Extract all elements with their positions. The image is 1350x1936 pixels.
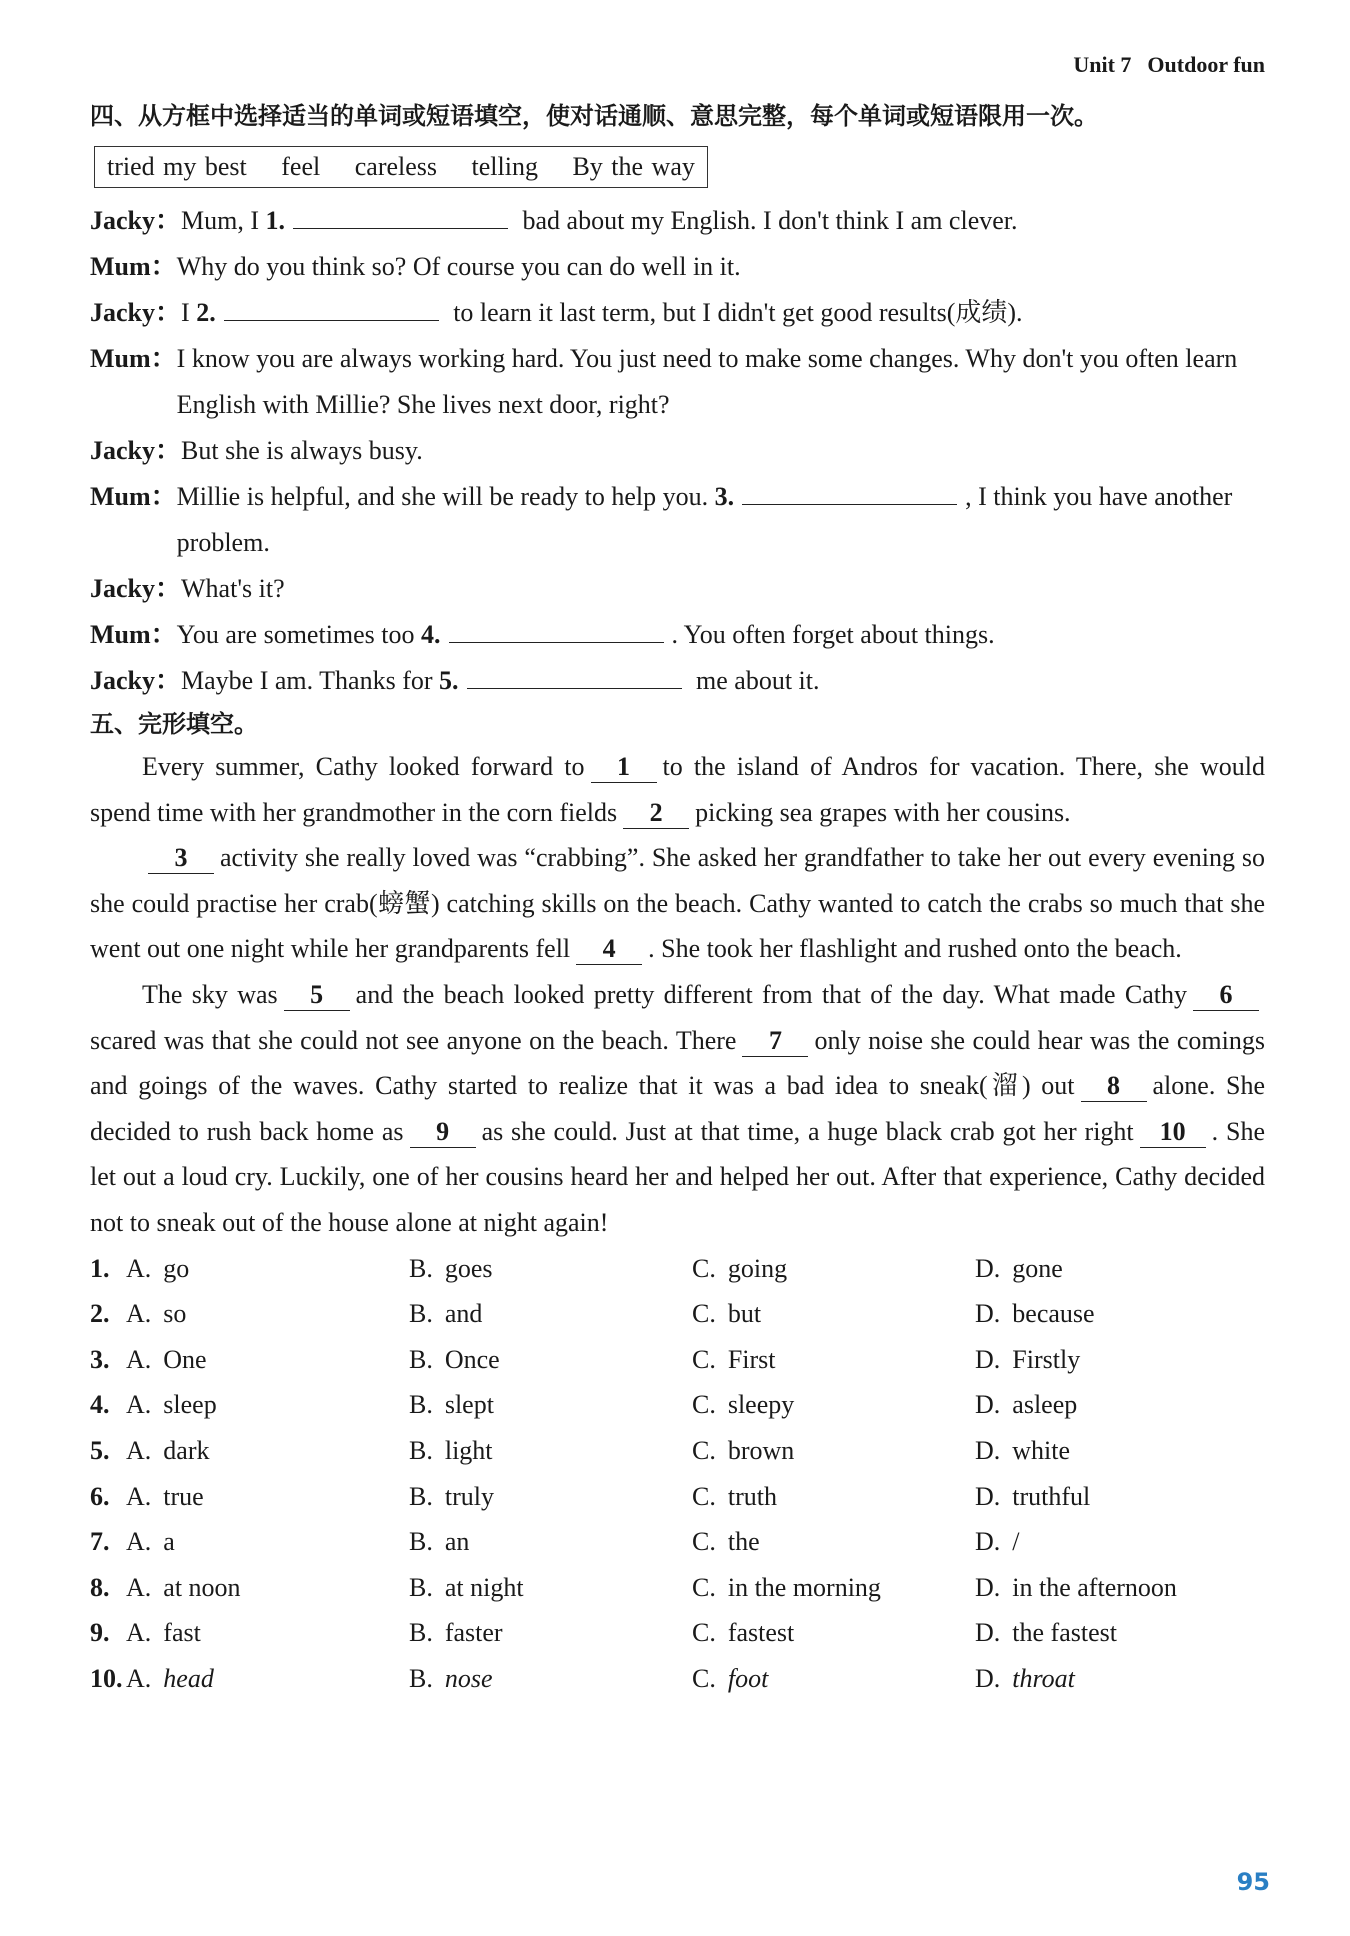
option-row bbox=[90, 1382, 1265, 1428]
option-text: foot bbox=[727, 1663, 769, 1693]
option-text: nose bbox=[444, 1663, 493, 1693]
option-letter: B. bbox=[409, 1435, 433, 1465]
option-row bbox=[90, 1428, 1265, 1474]
dialogue-line bbox=[90, 198, 1265, 244]
option-text: so bbox=[163, 1299, 187, 1329]
option-choice-b[interactable] bbox=[409, 1656, 692, 1702]
option-text: truth bbox=[727, 1481, 777, 1511]
passage-text: . She took her flashlight and rushed onto the beach. bbox=[648, 934, 1182, 964]
option-choice-a[interactable] bbox=[126, 1656, 409, 1702]
cloze-blank[interactable]: 7 bbox=[742, 1026, 808, 1057]
option-text: the bbox=[727, 1527, 760, 1557]
option-letter: A. bbox=[126, 1481, 152, 1511]
speaker: Mum： bbox=[90, 344, 177, 373]
passage-text: to the island of Andros for vacation. There, she would spend time with her grandmother in the corn fields bbox=[90, 752, 1266, 827]
option-letter: A. bbox=[126, 1299, 152, 1329]
passage-text: only noise she could hear was the comings and goings of the waves. Cathy started to realize that it was a bad idea to sneak(溜) out bbox=[90, 1025, 1265, 1101]
dialogue-line bbox=[90, 658, 1265, 704]
option-letter: C. bbox=[692, 1435, 716, 1465]
option-choice-d[interactable] bbox=[975, 1565, 1255, 1611]
option-row bbox=[90, 1656, 1265, 1702]
option-choice-a[interactable] bbox=[126, 1246, 409, 1292]
option-text: white bbox=[1012, 1435, 1071, 1465]
option-choice-a[interactable] bbox=[126, 1428, 409, 1474]
speech-text: Maybe I am. Thanks for bbox=[181, 666, 440, 695]
cloze-paragraph bbox=[90, 835, 1265, 972]
cloze-blank[interactable]: 8 bbox=[1081, 1071, 1147, 1102]
word-option: feel bbox=[281, 152, 321, 181]
option-text: go bbox=[163, 1253, 190, 1283]
option-choice-a[interactable] bbox=[126, 1337, 409, 1383]
cloze-blank[interactable]: 2 bbox=[623, 798, 689, 829]
cloze-blank[interactable]: 5 bbox=[284, 980, 350, 1011]
cloze-paragraph bbox=[90, 744, 1265, 835]
option-choice-b[interactable] bbox=[409, 1519, 692, 1565]
option-text: gone bbox=[1012, 1253, 1063, 1283]
option-choice-b[interactable] bbox=[409, 1291, 692, 1337]
option-letter: D. bbox=[975, 1299, 1001, 1329]
header-unit: Unit 7 bbox=[1073, 52, 1132, 77]
speech-text: But she is always busy. bbox=[181, 436, 423, 465]
option-choice-c[interactable] bbox=[692, 1246, 975, 1292]
option-choice-a[interactable] bbox=[126, 1382, 409, 1428]
question-number: 5. bbox=[90, 1435, 110, 1465]
cloze-blank[interactable]: 3 bbox=[148, 843, 214, 874]
word-option: tried my best bbox=[107, 152, 247, 181]
option-letter: A. bbox=[126, 1527, 152, 1557]
option-text: One bbox=[163, 1344, 207, 1374]
option-choice-c[interactable] bbox=[692, 1474, 975, 1520]
speech-text: bad about my English. I don't think I am clever. bbox=[516, 206, 1018, 235]
dialogue-line bbox=[90, 336, 1265, 428]
option-choice-c[interactable] bbox=[692, 1428, 975, 1474]
cloze-blank[interactable]: 4 bbox=[576, 934, 642, 965]
option-letter: C. bbox=[692, 1344, 716, 1374]
option-letter: D. bbox=[975, 1344, 1001, 1374]
passage-text: picking sea grapes with her cousins. bbox=[695, 797, 1071, 827]
option-letter: A. bbox=[126, 1435, 152, 1465]
header-topic: Outdoor fun bbox=[1147, 52, 1265, 77]
option-letter: A. bbox=[126, 1390, 152, 1420]
passage-text: The sky was bbox=[142, 979, 278, 1009]
option-choice-a[interactable] bbox=[126, 1565, 409, 1611]
question-number: 7. bbox=[90, 1527, 110, 1557]
speech-text: I know you are always working hard. You just need to make some changes. Why don't you often learn English with Millie? She lives next door, right? bbox=[176, 344, 1238, 419]
option-choice-d[interactable] bbox=[975, 1337, 1255, 1383]
option-text: throat bbox=[1012, 1663, 1075, 1693]
question-number: 6. bbox=[90, 1481, 110, 1511]
option-letter: C. bbox=[692, 1299, 716, 1329]
answer-options bbox=[90, 1246, 1265, 1702]
option-text: an bbox=[444, 1527, 470, 1557]
option-choice-d[interactable] bbox=[975, 1656, 1255, 1702]
option-choice-d[interactable] bbox=[975, 1291, 1255, 1337]
speech-text: You are sometimes too bbox=[176, 620, 422, 649]
option-choice-b[interactable] bbox=[409, 1246, 692, 1292]
cloze-blank[interactable]: 6 bbox=[1193, 980, 1259, 1011]
option-choice-b[interactable] bbox=[409, 1610, 692, 1656]
option-choice-d[interactable] bbox=[975, 1474, 1255, 1520]
passage-text: . She let out a loud cry. Luckily, one of her cousins heard her and helped her out. After that experience, Cathy decided not to sneak out of the house alone at night again! bbox=[90, 1116, 1265, 1237]
speech-text: Why do you think so? Of course you can do well in it. bbox=[176, 252, 741, 281]
passage-text: activity she really loved was “crabbing”. She asked her grandfather to take her out every evening so she could practise her crab(螃蟹) catching skills on the beach. Cathy wanted to catch the crabs so much that she went out one night while her grandparents fell bbox=[90, 843, 1265, 964]
option-text: asleep bbox=[1012, 1390, 1078, 1420]
speaker: Jacky： bbox=[90, 666, 182, 695]
option-row bbox=[90, 1565, 1265, 1611]
option-letter: B. bbox=[409, 1253, 433, 1283]
option-choice-c[interactable] bbox=[692, 1519, 975, 1565]
option-text: in the morning bbox=[727, 1572, 881, 1602]
option-choice-c[interactable] bbox=[692, 1610, 975, 1656]
option-choice-a[interactable] bbox=[126, 1519, 409, 1565]
option-letter: B. bbox=[409, 1572, 433, 1602]
passage-text: as she could. Just at that time, a huge black crab got her right bbox=[481, 1116, 1134, 1146]
speech bbox=[181, 198, 1265, 244]
option-text: but bbox=[727, 1299, 762, 1329]
option-letter: D. bbox=[975, 1435, 1001, 1465]
option-choice-a[interactable] bbox=[126, 1291, 409, 1337]
option-choice-d[interactable] bbox=[975, 1382, 1255, 1428]
option-row bbox=[90, 1519, 1265, 1565]
option-letter: D. bbox=[975, 1390, 1001, 1420]
option-letter: A. bbox=[126, 1618, 152, 1648]
speaker: Jacky： bbox=[90, 298, 182, 327]
speech-text: Mum, I bbox=[181, 206, 266, 235]
speaker: Mum： bbox=[90, 620, 177, 649]
passage-text: scared was that she could not see anyone on the beach. There bbox=[90, 1025, 737, 1055]
dialogue-line bbox=[90, 612, 1265, 658]
option-letter: D. bbox=[975, 1618, 1001, 1648]
option-text: light bbox=[444, 1435, 493, 1465]
word-box bbox=[94, 146, 708, 188]
speech-text: to learn it last term, but I didn't get good results(成绩). bbox=[446, 298, 1023, 327]
question-number: 4. bbox=[90, 1390, 110, 1420]
option-choice-c[interactable] bbox=[692, 1291, 975, 1337]
option-letter: C. bbox=[692, 1253, 716, 1283]
option-letter: B. bbox=[409, 1527, 433, 1557]
answer-blank[interactable] bbox=[293, 202, 508, 229]
blank-number: 3. bbox=[714, 482, 735, 511]
running-header bbox=[1073, 52, 1265, 78]
word-option: telling bbox=[471, 152, 538, 181]
speaker: Mum： bbox=[90, 252, 177, 281]
option-text: a bbox=[163, 1527, 175, 1557]
option-letter: C. bbox=[692, 1481, 716, 1511]
speech bbox=[181, 290, 1265, 336]
blank-number: 5. bbox=[439, 666, 459, 695]
answer-blank[interactable] bbox=[742, 478, 957, 505]
option-text: brown bbox=[727, 1435, 795, 1465]
option-letter: B. bbox=[409, 1390, 433, 1420]
dialogue bbox=[90, 198, 1265, 704]
cloze-blank[interactable]: 1 bbox=[591, 752, 657, 783]
option-text: truly bbox=[444, 1481, 494, 1511]
option-letter: D. bbox=[975, 1572, 1001, 1602]
blank-number: 1. bbox=[265, 206, 286, 235]
dialogue-line bbox=[90, 474, 1265, 566]
dialogue-line bbox=[90, 428, 1265, 474]
option-text: Once bbox=[444, 1344, 500, 1374]
dialogue-line bbox=[90, 244, 1265, 290]
question-number: 9. bbox=[90, 1618, 110, 1648]
option-choice-d[interactable] bbox=[975, 1246, 1255, 1292]
answer-blank[interactable] bbox=[224, 294, 439, 321]
option-letter: B. bbox=[409, 1481, 433, 1511]
option-letter: C. bbox=[692, 1527, 716, 1557]
option-text: and bbox=[444, 1299, 483, 1329]
speech bbox=[177, 612, 1265, 658]
answer-blank[interactable] bbox=[449, 616, 664, 643]
passage-text: alone. She decided to rush back home as bbox=[90, 1071, 1265, 1146]
option-text: / bbox=[1012, 1527, 1020, 1557]
section5-title: 五、完形填空。 bbox=[90, 710, 258, 738]
speaker: Jacky： bbox=[90, 436, 182, 465]
option-text: at noon bbox=[163, 1572, 241, 1602]
speaker: Jacky： bbox=[90, 574, 182, 603]
option-row bbox=[90, 1337, 1265, 1383]
option-choice-b[interactable] bbox=[409, 1428, 692, 1474]
option-text: dark bbox=[163, 1435, 210, 1465]
answer-blank[interactable] bbox=[467, 662, 682, 689]
option-letter: C. bbox=[692, 1663, 716, 1693]
option-letter: D. bbox=[975, 1663, 1001, 1693]
speech-text: . You often forget about things. bbox=[671, 620, 995, 649]
option-choice-c[interactable] bbox=[692, 1382, 975, 1428]
question-number: 3. bbox=[90, 1344, 110, 1374]
option-text: Firstly bbox=[1012, 1344, 1081, 1374]
speech bbox=[177, 474, 1265, 566]
option-letter: D. bbox=[975, 1527, 1001, 1557]
option-letter: A. bbox=[126, 1344, 152, 1374]
cloze-paragraph bbox=[90, 972, 1265, 1246]
option-choice-b[interactable] bbox=[409, 1382, 692, 1428]
option-letter: D. bbox=[975, 1481, 1001, 1511]
option-text: sleepy bbox=[727, 1390, 795, 1420]
option-choice-a[interactable] bbox=[126, 1610, 409, 1656]
option-letter: B. bbox=[409, 1344, 433, 1374]
option-text: goes bbox=[444, 1253, 493, 1283]
speech-text: , I think you have another problem. bbox=[176, 482, 1233, 557]
passage-text: Every summer, Cathy looked forward to bbox=[142, 752, 585, 781]
passage-text: and the beach looked pretty different from that of the day. What made Cathy bbox=[355, 979, 1187, 1009]
option-text: slept bbox=[444, 1390, 494, 1420]
option-letter: A. bbox=[126, 1253, 152, 1283]
option-row bbox=[90, 1291, 1265, 1337]
cloze-blank[interactable]: 10 bbox=[1140, 1117, 1206, 1148]
option-text: in the afternoon bbox=[1012, 1572, 1177, 1602]
question-number: 1. bbox=[90, 1253, 110, 1283]
option-letter: A. bbox=[126, 1572, 152, 1602]
blank-number: 2. bbox=[196, 298, 216, 327]
option-letter: B. bbox=[409, 1299, 433, 1329]
option-choice-d[interactable] bbox=[975, 1519, 1255, 1565]
option-text: First bbox=[727, 1344, 776, 1374]
option-choice-b[interactable] bbox=[409, 1337, 692, 1383]
option-text: head bbox=[163, 1663, 214, 1693]
dialogue-line bbox=[90, 290, 1265, 336]
main-content bbox=[90, 96, 1265, 1701]
cloze-blank[interactable]: 9 bbox=[410, 1117, 476, 1148]
option-row bbox=[90, 1610, 1265, 1656]
option-choice-b[interactable] bbox=[409, 1474, 692, 1520]
option-text: true bbox=[163, 1481, 204, 1511]
option-letter: C. bbox=[692, 1618, 716, 1648]
section4-title: 四、从方框中选择适当的单词或短语填空，使对话通顺、意思完整，每个单词或短语限用一次。 bbox=[90, 102, 1098, 130]
blank-number: 4. bbox=[421, 620, 441, 649]
option-text: fast bbox=[163, 1618, 201, 1648]
option-row bbox=[90, 1474, 1265, 1520]
option-text: truthful bbox=[1012, 1481, 1091, 1511]
option-letter: B. bbox=[409, 1663, 433, 1693]
speech bbox=[181, 658, 1265, 704]
question-number: 10. bbox=[90, 1663, 123, 1693]
speech-text: me about it. bbox=[689, 666, 820, 695]
option-choice-b[interactable] bbox=[409, 1565, 692, 1611]
option-text: because bbox=[1012, 1299, 1095, 1329]
speech-text: Millie is helpful, and she will be ready to help you. bbox=[176, 482, 715, 511]
speaker: Jacky： bbox=[90, 206, 182, 235]
option-choice-d[interactable] bbox=[975, 1428, 1255, 1474]
word-option: careless bbox=[354, 152, 438, 181]
option-text: at night bbox=[444, 1572, 524, 1602]
option-text: going bbox=[727, 1253, 788, 1283]
option-letter: A. bbox=[126, 1663, 152, 1693]
option-letter: C. bbox=[692, 1572, 716, 1602]
dialogue-line bbox=[90, 566, 1265, 612]
question-number: 8. bbox=[90, 1572, 110, 1602]
question-number: 2. bbox=[90, 1299, 110, 1329]
option-choice-d[interactable] bbox=[975, 1610, 1255, 1656]
option-text: the fastest bbox=[1012, 1618, 1117, 1648]
option-text: sleep bbox=[163, 1390, 217, 1420]
speaker: Mum： bbox=[90, 482, 177, 511]
option-choice-c[interactable] bbox=[692, 1565, 975, 1611]
speech-text: I bbox=[181, 298, 197, 327]
option-row bbox=[90, 1246, 1265, 1292]
option-text: fastest bbox=[727, 1618, 795, 1648]
option-letter: B. bbox=[409, 1618, 433, 1648]
cloze-passage bbox=[90, 744, 1265, 1246]
option-choice-a[interactable] bbox=[126, 1474, 409, 1520]
word-option: By the way bbox=[572, 152, 695, 181]
page-number: 95 bbox=[1236, 1868, 1270, 1896]
option-text: faster bbox=[444, 1618, 503, 1648]
option-choice-c[interactable] bbox=[692, 1656, 975, 1702]
option-letter: C. bbox=[692, 1390, 716, 1420]
option-choice-c[interactable] bbox=[692, 1337, 975, 1383]
speech-text: What's it? bbox=[181, 574, 285, 603]
option-letter: D. bbox=[975, 1253, 1001, 1283]
